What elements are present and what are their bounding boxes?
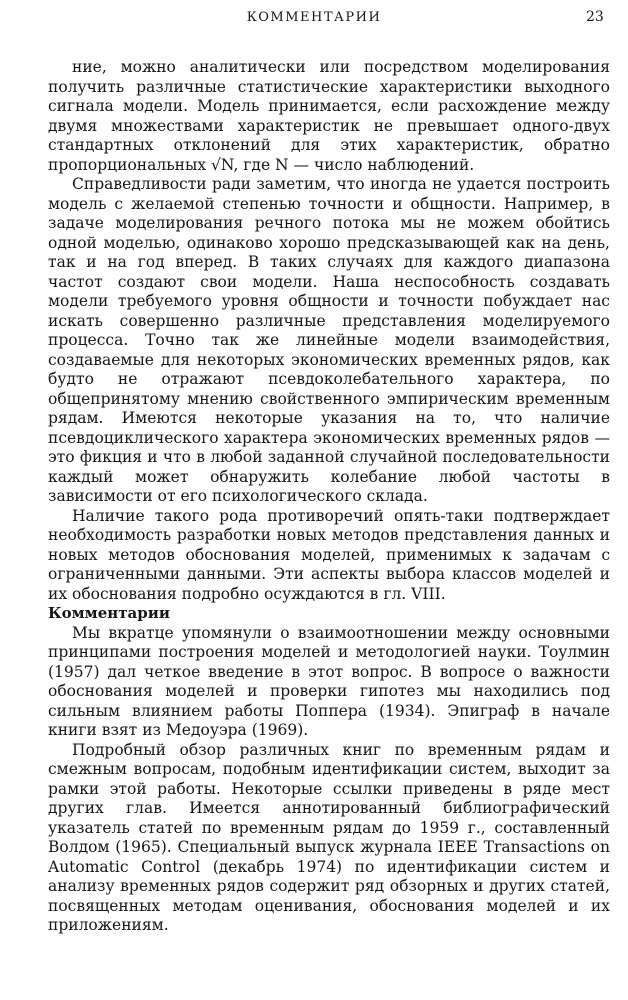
section-paragraph: Подробный обзор различных книг по временным рядам и смежным вопросам, подобным идентификации систем, выходит за рамки этой работы. Некоторые ссылки приведены в ряде мест других глав. Имеется аннотированный библиографический указатель статей по временным рядам до 1959 г., составленный Волдом (1965). Специальный выпуск журнала IEEE Transactions on Automatic Control (декабрь 1974) по идентификации систем и анализу временных рядов содержит ряд обзорных и других статей, посвященных методам оценивания, обоснования моделей и их приложениям.	[48, 740, 610, 934]
paragraph: Справедливости ради заметим, что иногда не удается построить модель с желаемой степенью точности и общности. Например, в задаче моделирования речного потока мы не можем обойтись одной моделью, одинаково хорошо предсказывающей как на день, так и на год вперед. В таких случаях для каждого диапазона частот создают свои модели. Наша неспособность создавать модели требуемого уровня общности и точности побуждает нас искать совершенно различные представления моделируемого процесса. Точно так же линейные модели взаимодействия, создаваемые для некоторых экономических временных рядов, как будто не отражают псевдоколебательного характера, по общепринятому мнению свойственного эмпирическим временным рядам. Имеются некоторые указания на то, что наличие псевдоциклического характера экономических временных рядов — это фикция и что в любой заданной случайной последовательности каждый может обнаружить колебание любой частоты в зависимости от его психологического склада.	[48, 175, 610, 505]
page-number: 23	[586, 9, 604, 25]
running-title: КОММЕНТАРИИ	[246, 10, 382, 25]
section-paragraph: Мы вкратце упомянули о взаимоотношении между основными принципами построения моделей и методологией науки. Тоулмин (1957) дал четкое введение в этот вопрос. В вопросе о важности обоснования моделей и проверки гипотез мы находились под сильным влиянием работы Поппера (1934). Эпиграф в начале книги взят из Медоуэра (1969).	[48, 623, 610, 739]
main-text	[48, 58, 610, 936]
paragraph: Наличие такого рода противоречий опять-таки подтверждает необходимость разработки новых методов представления данных и новых методов обоснования моделей, применимых к задачам с ограниченными данными. Эти аспекты выбора классов моделей и их обоснования подробно осуждаются в гл. VIII.	[48, 506, 610, 603]
paragraph: ние, можно аналитически или посредством моделирования получить различные статистические характеристики выходного сигнала модели. Модель принимается, если расхождение между двумя множествами характеристик не превышает одного-двух стандартных отклонений для этих характеристик, обратно пропорциональных √N, где N — число наблюдений.	[48, 58, 610, 174]
section-heading: Комментарии	[48, 604, 170, 622]
